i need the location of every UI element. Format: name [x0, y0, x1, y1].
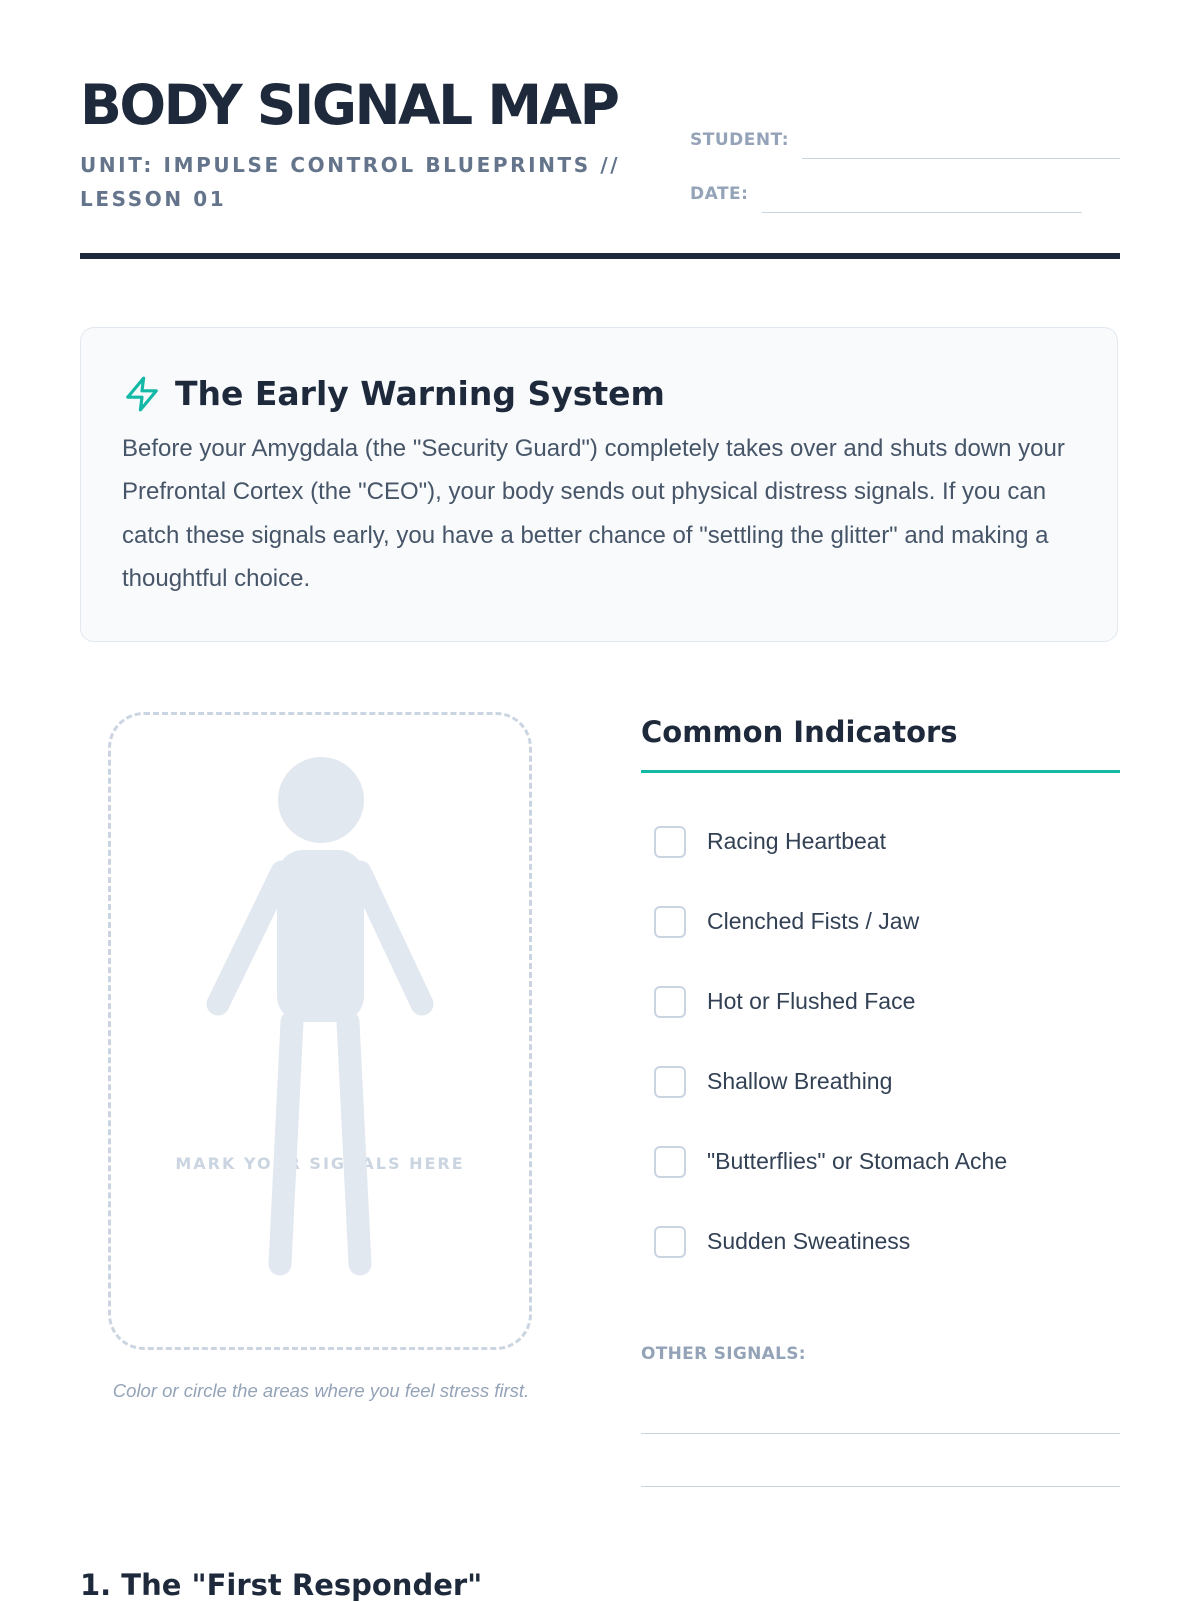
- intro-panel: [80, 327, 1118, 642]
- indicator-item: [654, 986, 1120, 1066]
- indicators-list: [654, 826, 1120, 1306]
- figure-head: [278, 757, 364, 843]
- body-figure: [108, 712, 532, 1350]
- indicator-item: [654, 906, 1120, 986]
- body-map-placeholder: MARK YOUR SIGNALS HERE: [175, 1154, 465, 1173]
- indicator-label: Racing Heartbeat: [707, 828, 886, 854]
- indicators-divider: [641, 770, 1120, 773]
- student-label: STUDENT:: [690, 130, 790, 150]
- page-subtitle: UNIT: IMPULSE CONTROL BLUEPRINTS // LESSON 01: [80, 153, 621, 211]
- indicator-checkbox[interactable]: [654, 906, 686, 938]
- indicator-label: "Butterflies" or Stomach Ache: [707, 1148, 1008, 1174]
- figure-right-leg: [348, 1022, 360, 1264]
- header-divider: [80, 253, 1120, 259]
- indicators-title: Common Indicators: [641, 715, 958, 749]
- other-signals-label: OTHER SIGNALS:: [641, 1344, 806, 1364]
- section-heading: 1. The "First Responder": [80, 1568, 483, 1602]
- lightning-bolt-icon: [123, 374, 161, 414]
- intro-title: The Early Warning System: [175, 374, 665, 413]
- figure-left-leg: [280, 1022, 292, 1264]
- indicator-checkbox[interactable]: [654, 826, 686, 858]
- figure-right-arm: [360, 872, 422, 1004]
- date-field[interactable]: [762, 212, 1082, 213]
- indicator-checkbox[interactable]: [654, 1066, 686, 1098]
- student-field[interactable]: [802, 158, 1120, 159]
- indicator-checkbox[interactable]: [654, 986, 686, 1018]
- indicator-checkbox[interactable]: [654, 1226, 686, 1258]
- other-signals-line[interactable]: [641, 1486, 1120, 1487]
- page-title: BODY SIGNAL MAP: [80, 73, 618, 137]
- date-label: DATE:: [690, 184, 749, 204]
- indicator-checkbox[interactable]: [654, 1146, 686, 1178]
- intro-text: Before your Amygdala (the "Security Guard") completely takes over and shuts down your Prefrontal Cortex (the "CEO"), your body sends out physical distress signals. If you can catch these signals early, you have a better chance of "settling the glitter" and making a thoughtful choice.: [122, 435, 1065, 592]
- indicator-label: Shallow Breathing: [707, 1068, 893, 1094]
- indicator-item: [654, 1146, 1120, 1226]
- indicator-item: [654, 1066, 1120, 1146]
- indicator-item: [654, 826, 1120, 906]
- body-map-caption: Color or circle the areas where you feel stress first.: [112, 1380, 530, 1401]
- indicator-label: Clenched Fists / Jaw: [707, 908, 920, 934]
- other-signals-line[interactable]: [641, 1433, 1120, 1434]
- indicator-label: Sudden Sweatiness: [707, 1228, 911, 1254]
- figure-left-arm: [218, 872, 282, 1004]
- indicator-label: Hot or Flushed Face: [707, 988, 916, 1014]
- indicator-item: [654, 1226, 1120, 1306]
